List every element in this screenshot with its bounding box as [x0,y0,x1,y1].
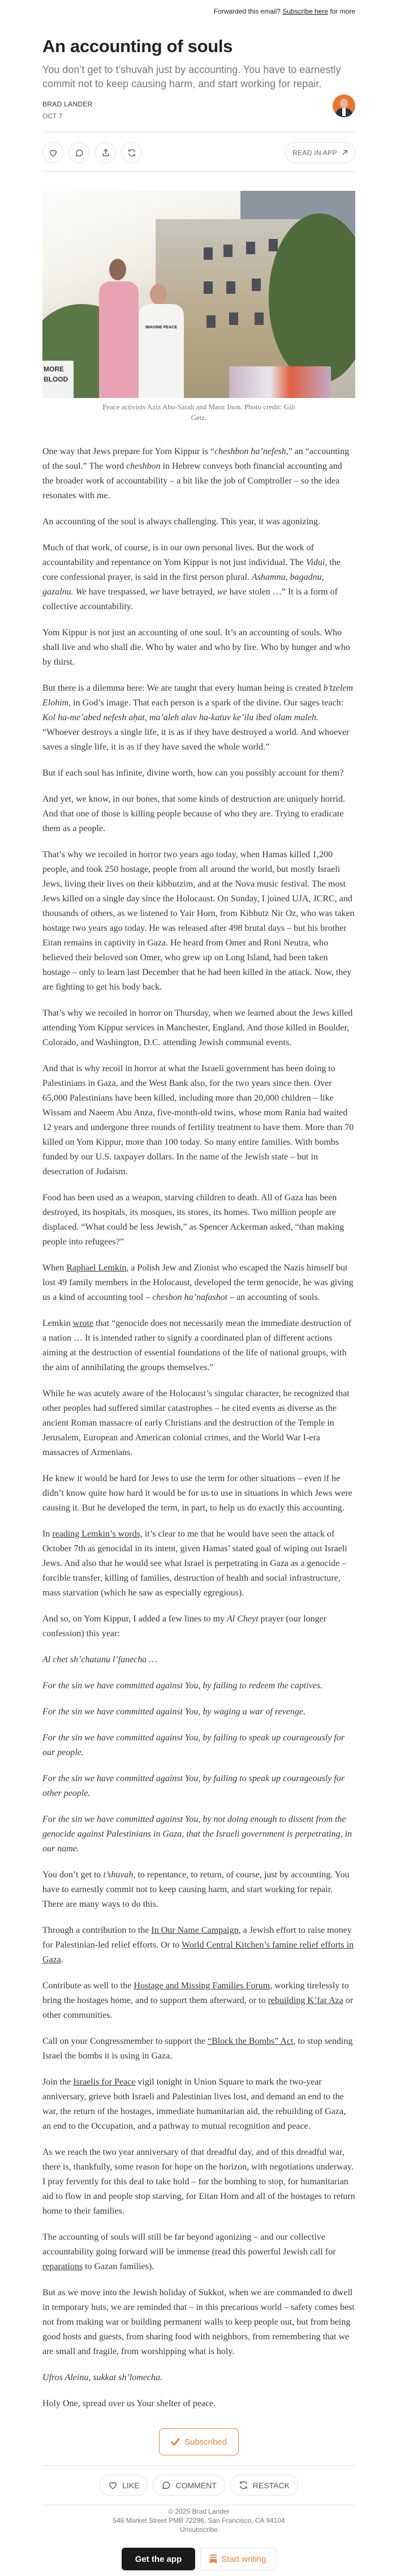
italic-text: Ufros Aleinu, sukkat sh’lomecha. [42,2373,162,2382]
start-writing-button[interactable] [200,2548,276,2570]
inline-link[interactable]: reparations [42,2262,83,2271]
paragraph-text: Food has been used as a weapon, starving children to death. All of Gaza has been destroyed, its hospitals, its mosques, its stores, its homes. Two million people are displaced. “What could be less Jewish,” as Spencer Ackerman asked, “than making people into refugees?” [42,1193,345,1247]
paragraph-text: Holy One, spread over us Your shelter of peace. [42,2399,216,2408]
paragraph-text: it’s clear to me that he would have seen the attack of October 7th as genocidal in its intent, given Hamas’ stated goal of wiping out Israeli Jews. And also that he would see what Israel is perpetrating in Gaza as a genocide – forcible transfer, killing of families, destruction of health and social infrastructure, mass starvation (which he saw as especially egregious). [42,1529,347,1598]
paragraph-text: An accounting of the soul is always challenging. This year, it was agonizing. [42,517,320,527]
paragraph-text: , a Jewish effort to raise money for Palestinian-led relief efforts. Or to [42,1925,352,1950]
body-paragraph [42,1771,355,1801]
body-paragraph [42,2370,355,2385]
subscribed-button[interactable] [159,2428,239,2455]
paragraph-text: As we reach the two year anniversary of that dreadful day, and of this dreadful war, there is, thankfully, some reason for hope on the horizon, with negotiations underway. I pray fervently for this deal to take hold – for the bombing to stop, for humanitarian aid to flow in and people stop starving, for Eitan Horn and all of the hostages to return home to their families. [42,2147,355,2216]
paragraph-text: He knew it would be hard for Jews to use the term for other situations – even if he didn’t know quite how hard it would be for us to use in situations in which Jews were causing it. But he developed the term, in part, to help us do exactly this accounting. [42,1474,352,1513]
heart-icon [49,148,58,157]
paragraph-text: , to stop sending Israel the bombs it is using in Gaza. [42,2036,353,2061]
italic-text: cheshbon [126,461,161,471]
body-paragraph [42,1812,355,1856]
forwarded-suffix: for more [330,7,355,15]
paragraph-text: prayer (our longer confession) this year: [42,1614,326,1638]
author-name[interactable]: BRAD LANDER [42,100,93,108]
paragraph-text: have trespassed, [86,587,150,597]
paragraph-text: That’s why we recoiled in horror on Thursday, when we learned about the Jews killed attending Yom Kippur services in Manchester, England. And those killed in Boulder, Colorado, and Washington, D.C. attending Jewish communal events. [42,1008,353,1047]
shirt-text: IMAGINE PEACE [139,304,184,398]
body-paragraph [42,848,355,995]
body-paragraph [42,2397,355,2411]
paragraph-text: in Hebrew conveys both financial accounting and the broader work of accountability – a bit like the job of Comptroller – so the idea resonates with me. [42,461,342,500]
copyright: © 2025 Brad Lander [168,2507,230,2515]
heart-icon [108,2480,118,2490]
body-paragraph [42,1261,355,1305]
italic-text: For the sin we have committed against You, by failing to speak up courageously for other people. [42,1774,345,1798]
paragraph-text: In [42,1529,53,1539]
restack-button[interactable] [121,142,142,163]
avatar[interactable] [333,95,355,117]
italic-text: For the sin we have committed against You, by failing to redeem the captives. [42,1681,323,1691]
app-buttons [42,2548,355,2576]
paragraph-text: When [42,1263,67,1273]
body-paragraph [42,1191,355,1250]
italic-text: Kol ha-me’abed nefesh aḥat, ma’aleh alav ha-katuv ke’ilu ibed olam maleh. [42,713,318,722]
like-button[interactable] [42,142,63,163]
arrow-up-right-icon [342,149,348,156]
body-paragraph [42,1653,355,1667]
email-post [42,0,355,2576]
paragraph-text: – an accounting of souls. [227,1293,320,1302]
italic-text: we [149,587,160,597]
paragraph-text: One way that Jews prepare for Yom Kippur is “ [42,447,214,456]
checkmark-icon [171,2438,180,2446]
italic-text: cheshbon ha’nefesh, [214,447,289,456]
inline-link[interactable]: wrote [72,1319,94,1328]
paragraph-text: But there is a dilemma here: We are taught that every human being is created [42,683,324,693]
substack-logo-icon [210,2554,217,2564]
paragraph-text: You don’t get to [42,1870,104,1880]
paragraph-text: to Gazan families). [83,2262,154,2271]
paragraph-text: , in God’s image. That each person is a spark of the divine. Our sages teach: [68,698,344,708]
inline-link[interactable]: “Block the Bombs” Act [207,2036,294,2046]
post-photo[interactable] [42,191,355,398]
share-button[interactable] [95,142,116,163]
italic-text: b’tzelem Elohim [42,683,353,708]
comment-label: COMMENT [175,2480,217,2490]
comment-icon [75,148,84,157]
like-button-bottom[interactable] [100,2475,148,2496]
forwarded-text: Forwarded this email? [213,7,281,15]
paragraph-text: And that is why recoil in horror at what the Israeli government has been doing to Palestinians in Gaza, and the West Bank also, for the two years since then. Over 65,000 Palestinians have been killed, including more than 20,000 children – like Wissam and Naeem Abu Anza, five-month-old twins, whose mom Rania had waited 12 years and undergone three rounds of fertility treatment to have them. More than 70 killed on Yom Kippur, more than 100 today. So many entire families. With bombs funded by our U.S. taxpayer dollars. In the name of the Jewish state – but in desecration of Judaism. [42,1064,354,1176]
paragraph-text: ” an “accounting of the soul.” The word [42,447,350,471]
protest-sign: MORE BLOOD [42,361,74,398]
italic-text: Ashamnu, bagadnu, gazalnu. We [42,572,324,597]
paragraph-text: vigil tonight in Union Square to mark the two-year anniversary, grieve both Israeli and Palestinian lives lost, and demand an end to the war, the return of the hostages, immediate humanitarian aid, the rebuilding of Gaza, an end to the Occupation, and a pathway to mutual recognition and peace. [42,2077,346,2131]
unsubscribe-link[interactable]: Unsubscribe [180,2526,218,2534]
post-date: OCT 7 [42,112,63,120]
paragraph-text: Yom Kippur is not just an accounting of one soul. It’s an accounting of souls. Who shall live and who shall die. Who by water and who by fire. Who by hunger and who by thirst. [42,628,350,667]
italic-text: For the sin we have committed against You, by not doing enough to dissent from the genocide against Palestinians in Gaza, that the Israeli government is perpetrating, in our name. [42,1815,352,1854]
body-paragraph [42,1868,355,1912]
like-label: LIKE [122,2480,140,2490]
body-paragraph [42,2145,355,2219]
share-icon [101,148,110,157]
body-paragraph [42,1731,355,1760]
paragraph-text: And so, on Yom Kippur, I added a few lines to my [42,1614,227,1624]
comment-button[interactable] [68,142,89,163]
paragraph-text: While he was acutely aware of the Holocaust’s singular character, he recognized that other peoples had suffered similar catastrophes – he cited events as diverse as the ancient Roman massacre of early Christians and the destruction of the Temple in Jerusalem, European and American colonial crimes, and the World War I-era massacres of Armenians. [42,1389,350,1457]
inline-link[interactable]: Raphael Lemkin [66,1263,127,1273]
body-paragraph [42,515,355,529]
paragraph-text: . [61,1955,63,1965]
italic-text: For the sin we have committed against You, by waging a war of revenge. [42,1707,305,1717]
body-paragraph [42,1062,355,1179]
paragraph-text: Join the [42,2077,74,2087]
forwarded-notice [42,0,355,19]
body-paragraph [42,1316,355,1375]
italic-text: For the sin we have committed against You, by failing to speak up courageously for our people. [42,1733,345,1757]
photo-caption: Peace activists Aziz Abu-Sarah and Maoz Inon. Photo credit: Gili Getz. [102,403,295,422]
paragraph-text: Call on your Congressmember to support the [42,2036,208,2046]
italic-text: we [217,587,227,597]
reaction-bar [42,2466,355,2505]
body-paragraph [42,1979,355,2023]
subscribe-link[interactable]: Subscribe here [282,7,328,15]
body-paragraph [42,1612,355,1641]
paragraph-text: have betrayed, [160,587,217,597]
body-paragraph [42,1527,355,1601]
inline-link[interactable]: Hostage and Missing Families Forum [134,1981,270,1991]
comment-icon [161,2480,171,2490]
inline-link[interactable]: World Central Kitchen’s famine relief efforts in Gaza [42,1940,354,1965]
post-actions [42,132,355,171]
italic-text: Vidui [305,558,325,567]
get-app-button[interactable]: Get the app [122,2548,195,2570]
start-writing-label: Start writing [221,2554,266,2564]
restack-icon [127,148,136,157]
body-paragraph [42,2034,355,2064]
paragraph-text: Lemkin [42,1319,73,1328]
body-paragraph [42,626,355,670]
read-in-app-label: READ IN APP [292,148,337,157]
paragraph-text: Much of that work, of course, is in our own personal lives. But the work of accountability and repentance on Yom Kippur is not just individual. The [42,543,314,567]
paragraph-text: Contribute as well to the [42,1981,134,1991]
post-subtitle: You don’t get to t’shuvah just by accounting. You have to earnestly commit not to keep causing harm, and start working for repair. [42,64,341,89]
paragraph-text: But as we move into the Jewish holiday of Sukkot, when we are commanded to dwell in temporary huts, we are reminded that – in this precarious world – safety comes best not from making war or building permanent walls to keep people out, but from being good hosts and guests, from sharing food with neighbors, from remembering that we are small and fragile, from worshipping what is holy. [42,2288,355,2356]
body-paragraph [42,1679,355,1693]
paragraph-text: , working tirelessly to bring the hostages home, and to support them afterward, or to [42,1981,349,2005]
body-paragraph [42,1705,355,1719]
paragraph-text: have stolen …” It is a form of collective accountability. [42,587,338,611]
body-paragraph [42,2286,355,2359]
post-title[interactable]: An accounting of souls [42,36,233,56]
footer [42,2505,355,2534]
italic-text: Al Cheyt [227,1614,259,1624]
body-paragraph [42,1006,355,1050]
italic-text: chesbon ha’nafashot [152,1293,228,1302]
paragraph-text: But if each soul has infinite, divine worth, how can you possibly account for them? [42,768,344,778]
body-paragraph [42,792,355,836]
post-body [42,444,355,2411]
paragraph-text: The accounting of souls will still be far beyond agonizing – and our collective accountability going forward will be immense (read this powerful Jewish call for [42,2232,336,2257]
address: 548 Market Street PMB 72296, San Francisco, CA 94104 [113,2517,285,2524]
paragraph-text: , the core confessional prayer, is said in the first person plural. [42,558,341,582]
paragraph-text: , a Polish Jew and Zionist who escaped the Nazis himself but lost 49 family members in the Holocaust, developed the term genocide, he was giving us a kind of accounting tool – [42,1263,354,1302]
paragraph-text: , to repentance, to return, of course, just by accounting. You have to earnestly commit not to keep causing harm, and start working for repair. There are many ways to do this. [42,1870,350,1909]
inline-link[interactable]: Israelis for Peace [73,2077,136,2087]
paragraph-text: Through a contribution to the [42,1925,152,1935]
italic-text: Al chet sh’chatanu l’fanecha … [42,1655,157,1664]
inline-link[interactable]: rebuilding K’far Aza [268,1996,343,2005]
divider [42,171,355,172]
body-paragraph [42,444,355,503]
body-paragraph [42,1387,355,1460]
body-paragraph [42,1923,355,1967]
body-paragraph [42,541,355,614]
restack-button-bottom[interactable] [230,2475,298,2496]
body-paragraph [42,681,355,755]
paragraph-text: “Whoever destroys a single life, it is as if they have destroyed a world. And whoever saves a single life, it is as if they have saved the whole world.” [42,728,350,752]
restack-label: RESTACK [252,2480,290,2490]
post-meta [42,100,355,132]
body-paragraph [42,2230,355,2274]
inline-link[interactable]: In Our Name Campaign [151,1925,239,1935]
body-paragraph [42,766,355,781]
inline-link[interactable]: reading Lemkin’s words, [52,1529,143,1539]
subscribed-label: Subscribed [184,2437,227,2447]
paragraph-text: That’s why we recoiled in horror two years ago today, when Hamas killed 1,200 people, and took 250 hostage, people from all around the world, but mostly Israeli Jews, living their lives on their kibbutzim, and at the Nova music festival. The most Jews killed on a single day since the Holocaust. On Sunday, I joined UJA, JCRC, and thousands of others, as we listened to Yair Horn, from Kibbutz Nir Oz, who was taken hostage two years ago today. He was released after 498 brutal days – but his brother Eitan remains in captivity in Gaza. He heard from Omer and Roni Neutra, who believed their beloved son Omer, who grew up on Long Island, had been taken hostage – only to learn last December that he had been killed in the attack. Now, they are fighting to get his body back. [42,850,355,992]
restack-icon [239,2480,248,2490]
comment-button-bottom[interactable] [153,2475,225,2496]
italic-text: t’shuvah [103,1870,134,1880]
paragraph-text: that “genocide does not necessarily mean the immediate destruction of a nation … It is intended rather to signify a coordinated plan of different actions aiming at the destruction of essential foundations of the life of national groups, with the aim of annihilating the groups themselves.” [42,1319,352,1372]
body-paragraph [42,1471,355,1516]
read-in-app-button[interactable] [285,142,355,163]
paragraph-text: And yet, we know, in our bones, that some kinds of destruction are uniquely horrid. And that one of those is killing people because of who they are. Trying to eradicate them as a people. [42,794,345,833]
body-paragraph [42,2075,355,2134]
paragraph-text: or other communities. [42,1996,354,2020]
